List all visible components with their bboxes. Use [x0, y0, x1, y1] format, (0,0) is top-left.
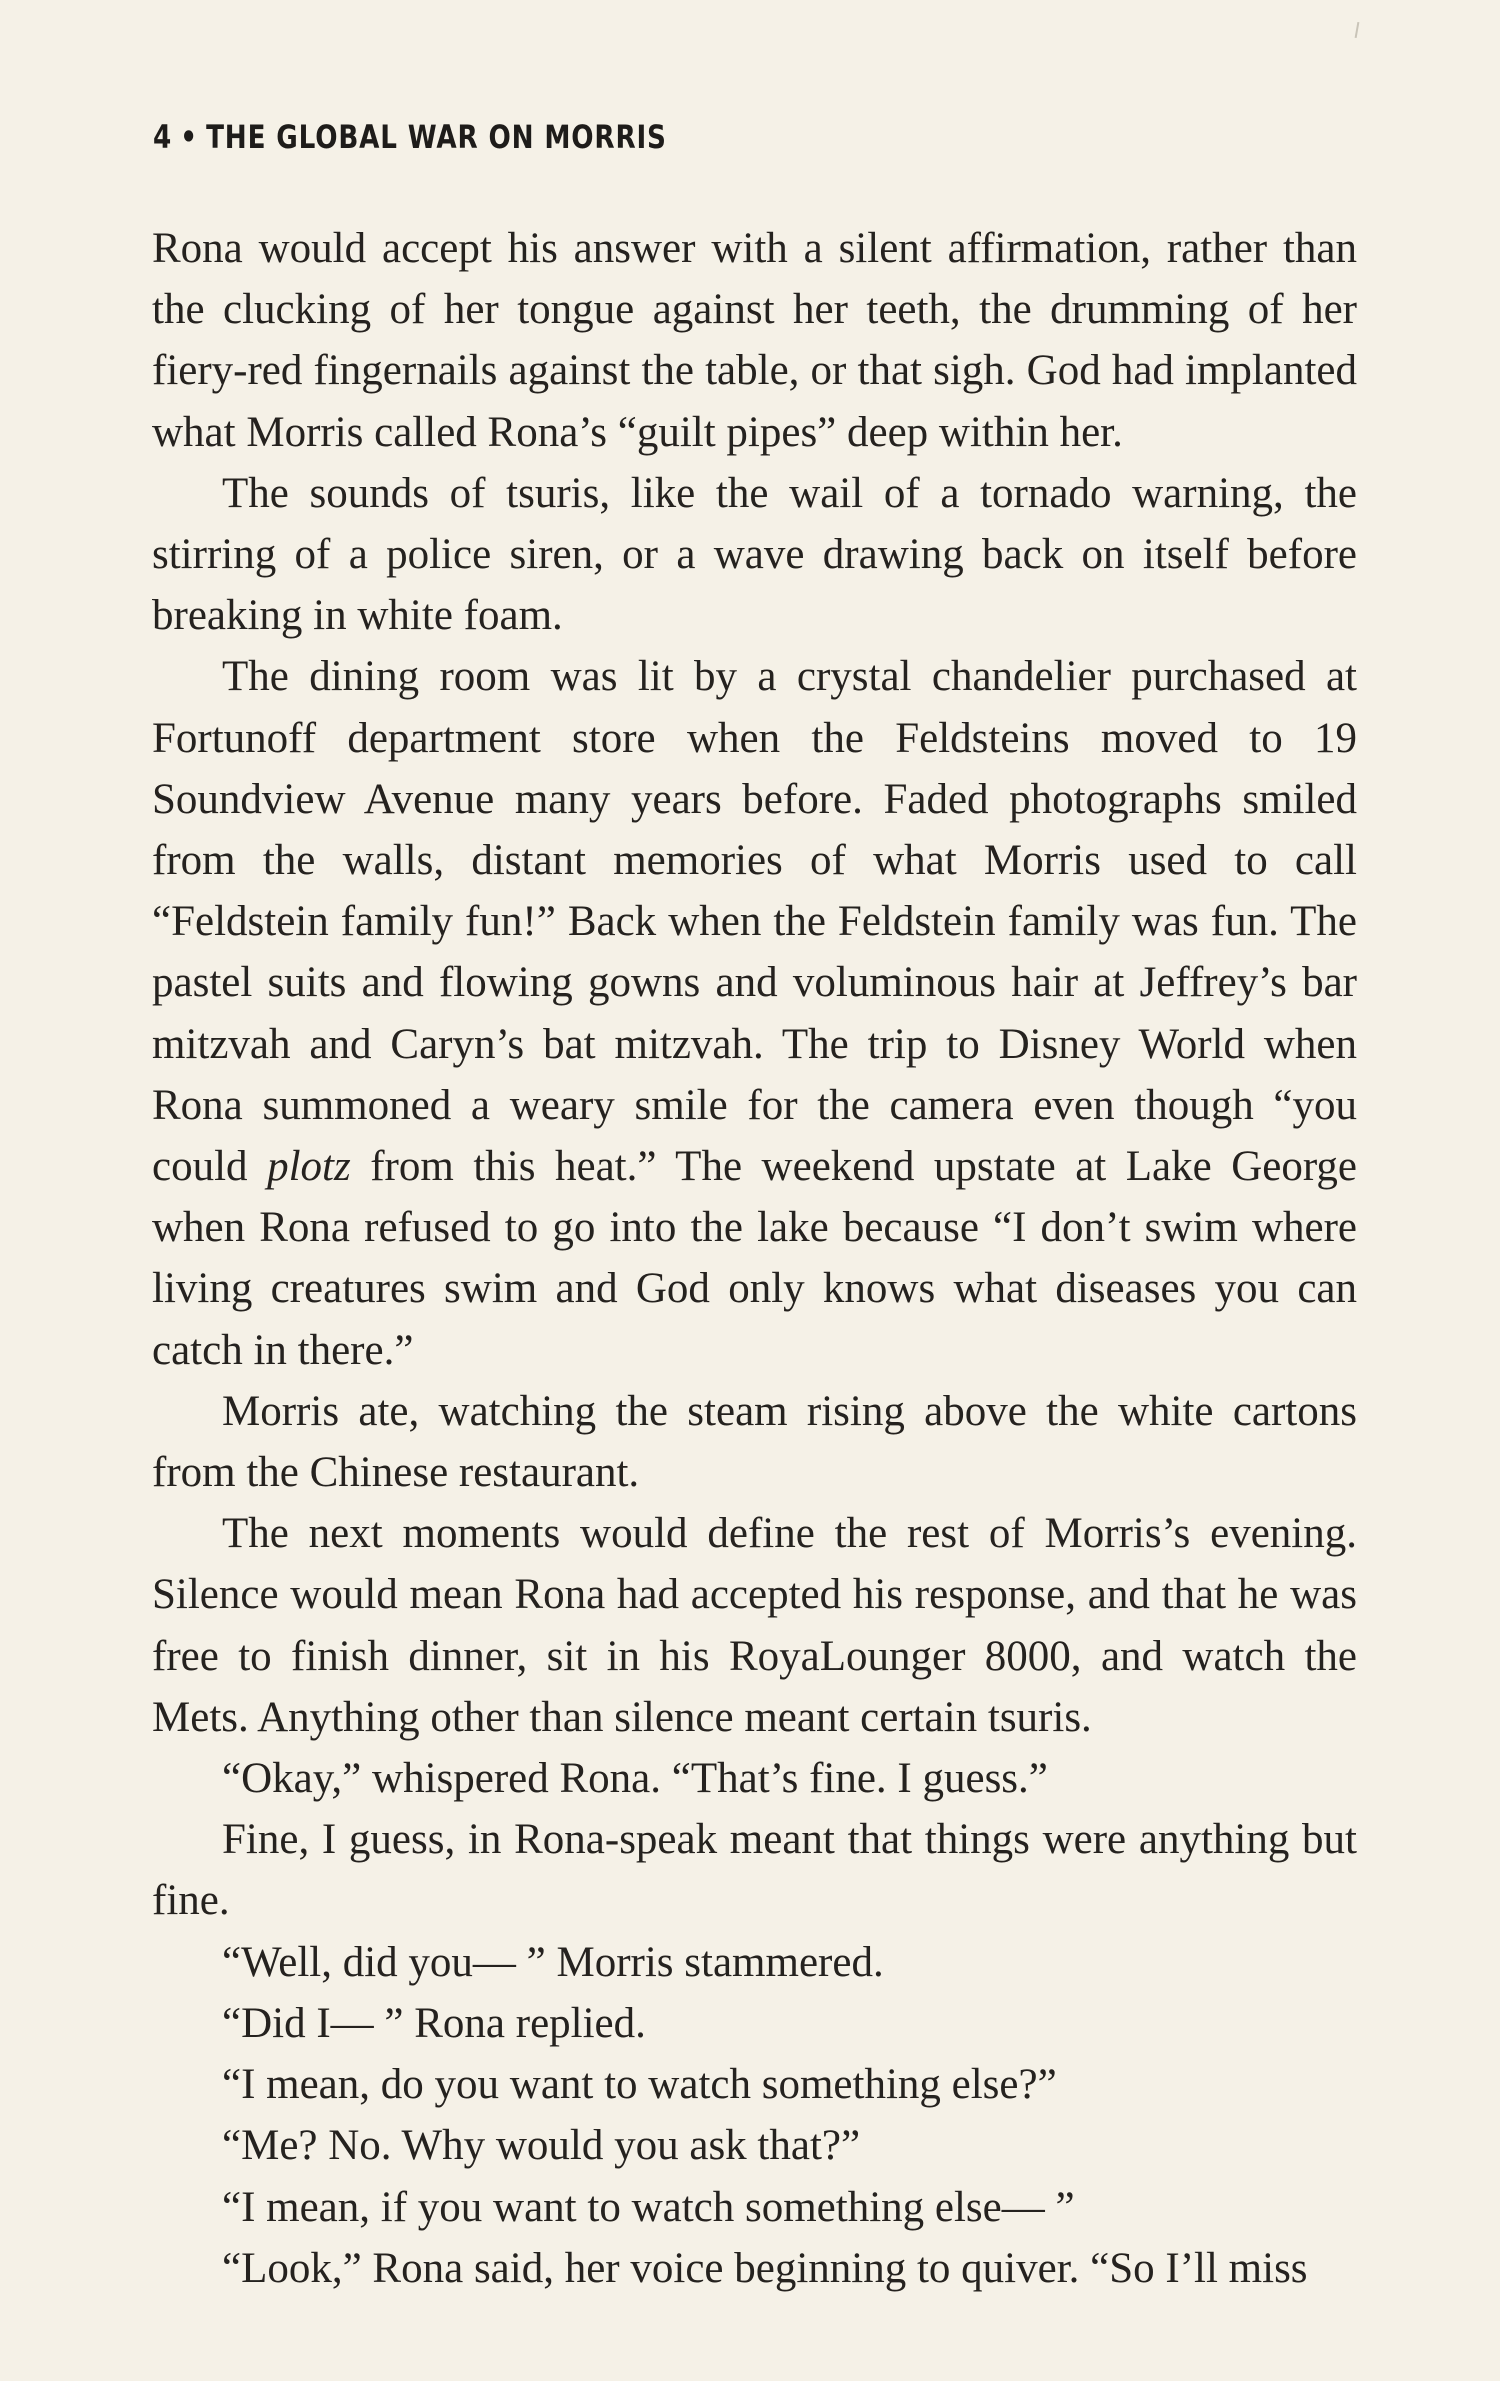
paragraph: Fine, I guess, in Rona-speak meant that things were anything but fine. [152, 1816, 1357, 1925]
paragraph: “Look,” Rona said, her voice beginning to quiver. “So I’ll miss [222, 2244, 1308, 2292]
paragraph: Rona would accept his answer with a silent affirmation, rather than the clucking of her tongue against her teeth, the drumming of her fiery-red fingernails against the table, or that sigh. God had implanted what Morris called Rona’s “guilt pipes” deep within her. [152, 225, 1357, 456]
paragraph: The sounds of tsuris, like the wail of a tornado warning, the stirring of a police siren, or a wave drawing back on itself before breaking in white foam. [152, 469, 1357, 640]
paragraph: “I mean, do you want to watch something else?” [222, 2061, 1057, 2109]
paragraph: “Well, did you— ” Morris stammered. [222, 1938, 884, 1986]
running-head [153, 118, 667, 156]
paragraph: The next moments would define the rest of Morris’s evening. Silence would mean Rona had accepted his response, and that he was free to finish dinner, sit in his RoyaLounger 8000, and watch the Mets. Anything other than silence meant certain tsuris. [152, 1510, 1357, 1741]
page-number: 4 [153, 118, 173, 156]
page-edge-mark [1355, 22, 1360, 38]
paragraph: Morris ate, watching the steam rising above the white cartons from the Chinese restaurant. [152, 1387, 1357, 1497]
paragraph: “Did I— ” Rona replied. [222, 1999, 646, 2047]
book-title: THE GLOBAL WAR ON MORRIS [206, 118, 667, 156]
paragraph: The dining room was lit by a crystal chandelier purchased at Fortunoff department store when the Feldsteins moved to 19 Soundview Avenue many years before. Faded photographs smiled from the walls, distant memories of what Morris used to call “Feldstein family fun!” Back when the Feldstein family was fun. The pastel suits and flowing gowns and voluminous hair at Jeffrey’s bar mitzvah and Caryn’s bat mitzvah. The trip to Disney World when Rona summoned a weary smile for the camera even though “you could plotz from this heat.” The weekend upstate at Lake George when Rona refused to go into the lake because “I don’t swim where living creatures swim and God only knows what diseases you can catch in there.” [152, 653, 1357, 1374]
body-text [152, 218, 1357, 2299]
paragraph: “I mean, if you want to watch something else— ” [222, 2183, 1075, 2231]
paragraph: “Me? No. Why would you ask that?” [222, 2122, 861, 2170]
paragraph: “Okay,” whispered Rona. “That’s fine. I guess.” [222, 1755, 1048, 1803]
header-separator: • [180, 118, 198, 156]
italic-word: plotz [267, 1143, 351, 1191]
